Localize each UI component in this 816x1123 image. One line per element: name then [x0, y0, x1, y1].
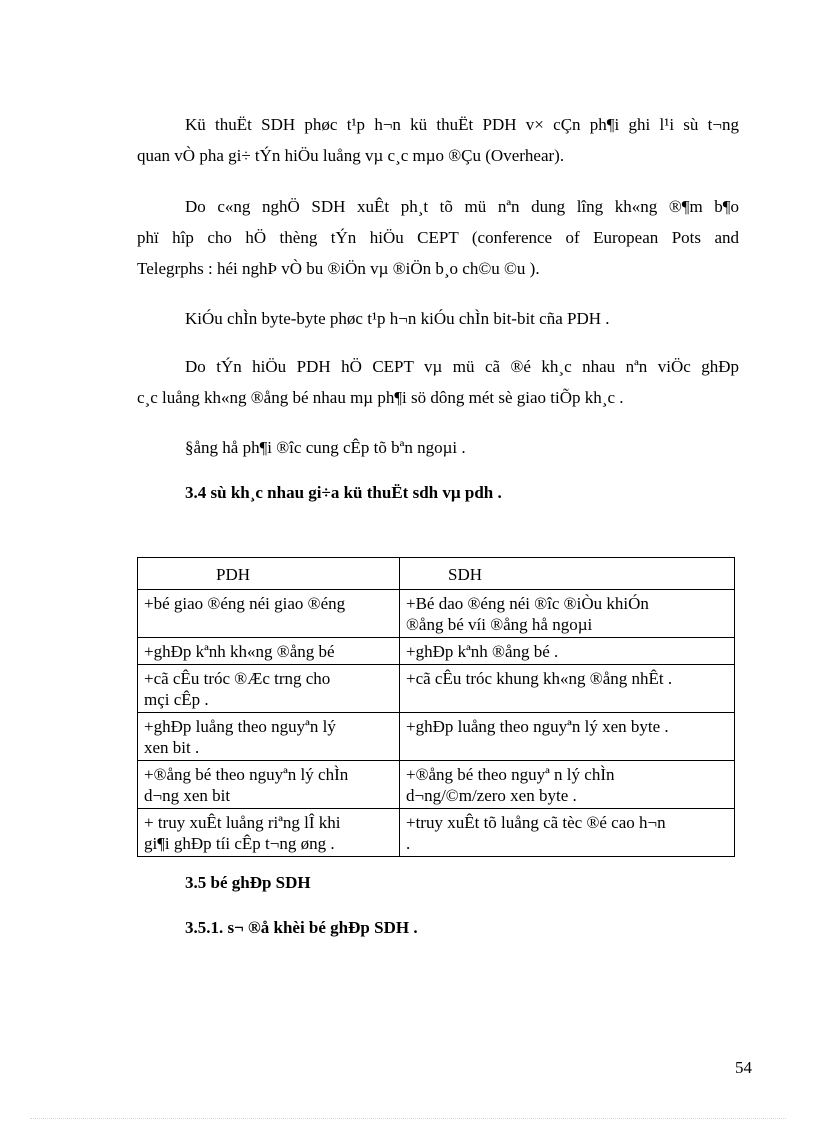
- paragraph-1: [137, 109, 739, 171]
- paragraph-3: [137, 303, 739, 334]
- cell-line: +ghÐp kªnh ®ång bé .: [406, 642, 559, 661]
- cell-line: +ghÐp luång theo nguyªn lý: [144, 717, 336, 736]
- paragraph-line: §ång hå ph¶i ®îc cung cÊp tõ bªn ngoµi .: [185, 438, 466, 457]
- table-row: [138, 809, 735, 857]
- cell-spacer: [144, 614, 393, 633]
- subheading-bo-ghep-sdh: 3.5 bé ghÐp SDH: [185, 873, 311, 892]
- table-row: [138, 590, 735, 638]
- table-cell-sdh: [400, 665, 735, 713]
- paragraph-2: [137, 191, 739, 284]
- paragraph-line: KiÓu chÌn byte-byte phøc t¹p h¬n kiÓu chÌn bit-bit cña PDH .: [185, 309, 610, 328]
- table-cell-sdh: [400, 761, 735, 809]
- table-cell-pdh: [138, 761, 400, 809]
- table-row: [138, 761, 735, 809]
- table-header-sdh: SDH: [400, 558, 735, 590]
- paragraph-line: Kü thuËt SDH phøc t¹p h¬n kü thuËt PDH v× cÇn ph¶i ghi l¹i sù t¬ng: [185, 115, 739, 134]
- paragraph-line: Telegrphs : héi nghÞ vÒ bu ®iÖn vµ ®iÖn b¸o ch©u ©u ).: [137, 259, 540, 278]
- cell-line: gi¶i ghÐp tíi cÊp t¬ng øng .: [144, 834, 335, 853]
- subheading-so-do-khoi: 3.5.1. s¬ ®å khèi bé ghÐp SDH .: [185, 918, 418, 937]
- paragraph-4: [137, 351, 739, 413]
- cell-line: d¬ng xen bit: [144, 786, 231, 805]
- table-row: [138, 665, 735, 713]
- table-cell-sdh: [400, 713, 735, 761]
- cell-line: +truy xuÊt tõ luång cã tèc ®é cao h¬n: [406, 813, 666, 832]
- paragraph-line: c¸c luång kh«ng ®ång bé nhau mµ ph¶i sö dông mét sè giao tiÕp kh¸c .: [137, 388, 624, 407]
- cell-line: mçi cÊp .: [144, 690, 209, 709]
- section-heading: 3.4 sù kh¸c nhau gi÷a kü thuËt sdh vµ pdh .: [185, 483, 502, 502]
- paragraph-line: Do tÝn hiÖu PDH hÖ CEPT vµ mü cã ®é kh¸c nhau nªn viÖc ghÐp: [185, 357, 739, 376]
- cell-line: .: [406, 834, 411, 853]
- table-cell-pdh: [138, 638, 400, 665]
- table-cell-sdh: [400, 809, 735, 857]
- cell-line: + truy xuÊt luång riªng lÎ khi: [144, 813, 341, 832]
- comparison-table: [137, 557, 735, 857]
- paragraph-line: quan vÒ pha gi÷ tÝn hiÖu luång vµ c¸c mµo ®Çu (Overhear).: [137, 146, 565, 165]
- cell-line: ®ång bé víi ®ång hå ngoµi: [406, 615, 593, 634]
- table-header-row: [138, 558, 735, 590]
- table-cell-pdh: [138, 809, 400, 857]
- table-row: [138, 713, 735, 761]
- cell-line: +®ång bé theo nguyª n lý chÌn: [406, 765, 615, 784]
- cell-line: +ghÐp kªnh kh«ng ®ång bé: [144, 642, 335, 661]
- page-bottom-divider: [30, 1118, 786, 1119]
- paragraph-5: [137, 432, 739, 463]
- cell-line: +ghÐp luång theo nguyªn lý xen byte .: [406, 717, 669, 736]
- paragraph-line: phï hîp cho hÖ thèng tÝn hiÖu CEPT (conference of European Pots and: [137, 228, 739, 247]
- table-cell-sdh: [400, 638, 735, 665]
- cell-line: d¬ng/©m/zero xen byte .: [406, 786, 577, 805]
- cell-line: +®ång bé theo nguyªn lý chÌn: [144, 765, 349, 784]
- table-row: [138, 638, 735, 665]
- cell-line: +cã cÊu tróc ®Æc trng cho: [144, 669, 331, 688]
- cell-line: xen bit .: [144, 738, 200, 757]
- table-cell-sdh: [400, 590, 735, 638]
- cell-line: +Bé dao ®éng néi ®îc ®iÒu khiÓn: [406, 594, 649, 613]
- cell-line: +bé giao ®éng néi giao ®éng: [144, 594, 346, 613]
- page-number: 54: [735, 1058, 752, 1077]
- table-cell-pdh: [138, 713, 400, 761]
- table-cell-pdh: [138, 590, 400, 638]
- table-cell-pdh: [138, 665, 400, 713]
- cell-line: +cã cÊu tróc khung kh«ng ®ång nhÊt .: [406, 669, 673, 688]
- paragraph-line: Do c«ng nghÖ SDH xuÊt ph¸t tõ mü nªn dung lîng kh«ng ®¶m b¶o: [185, 197, 739, 216]
- table-header-pdh: PDH: [138, 558, 400, 590]
